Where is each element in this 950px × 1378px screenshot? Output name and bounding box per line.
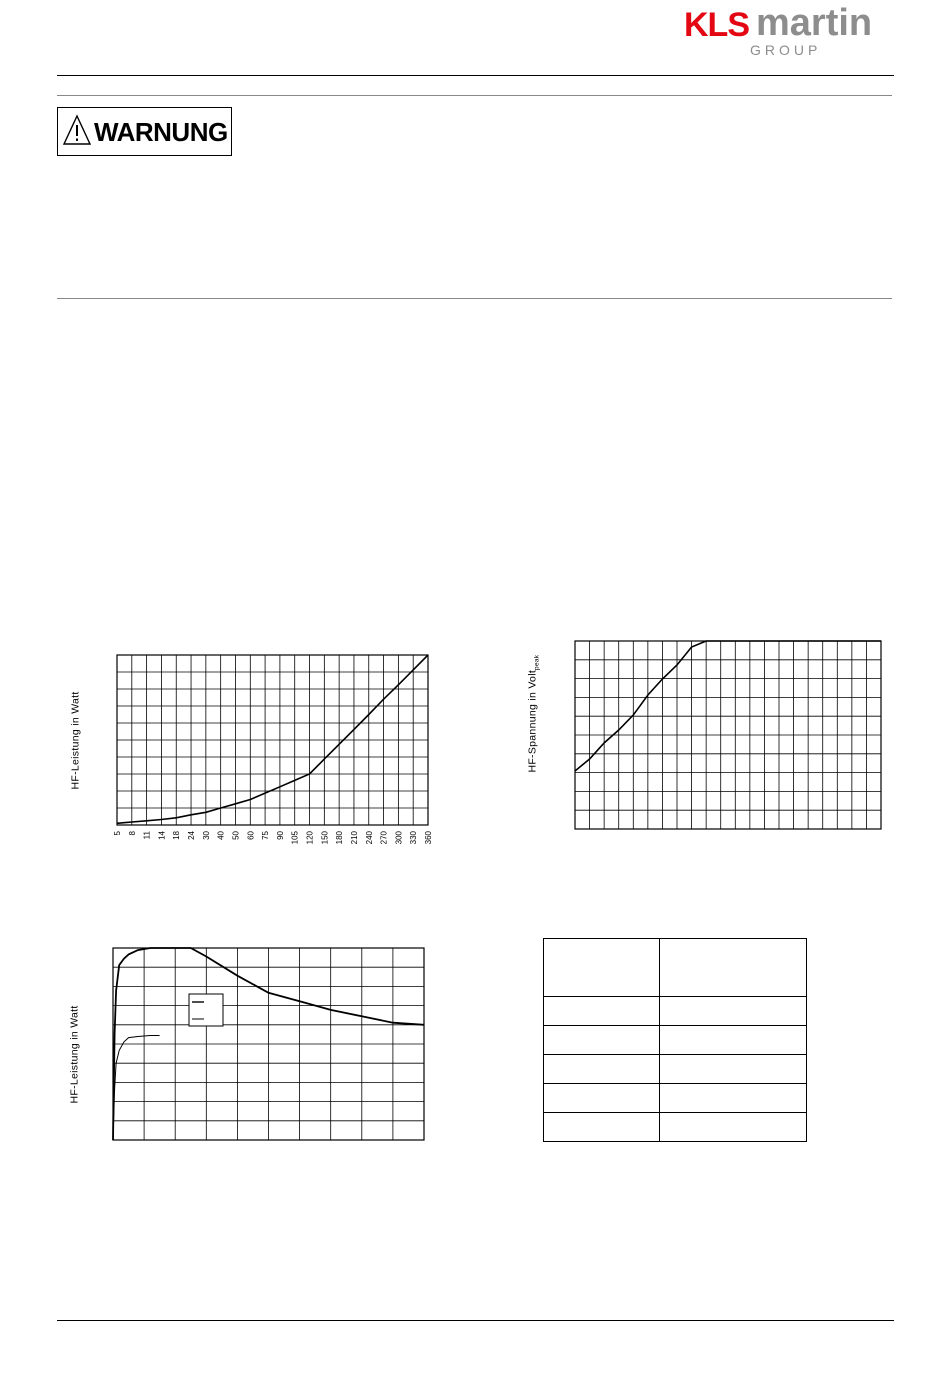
spec-table-row: [544, 1113, 807, 1142]
spec-table-header-row: [544, 939, 807, 997]
chart3-ylabel: HF-Leistung in Watt: [68, 1005, 81, 1104]
chart1-ylabel: HF-Leistung in Watt: [69, 691, 82, 790]
warning-label: WARNUNG: [94, 117, 228, 147]
spec-table-row: [544, 1084, 807, 1113]
chart3-legend-box: [189, 994, 223, 1026]
chart1-x-tick-label: 60: [246, 831, 256, 840]
spec-table-cell: [544, 939, 660, 997]
chart1-x-tick-label: 120: [305, 831, 315, 845]
chart2: [570, 636, 886, 834]
spec-table-cell: [660, 997, 807, 1026]
spec-table-cell: [660, 1113, 807, 1142]
spec-table-cell: [544, 1055, 660, 1084]
spec-table-row: [544, 1026, 807, 1055]
spec-table-cell: [660, 939, 807, 997]
spec-table-cell: [544, 1113, 660, 1142]
warning-box: [57, 107, 232, 156]
chart3-series-2-line: [113, 1036, 160, 1141]
chart1-x-tick-label: 75: [261, 831, 271, 840]
spec-table-row: [544, 997, 807, 1026]
chart1: [100, 645, 445, 860]
spec-table-cell: [660, 1026, 807, 1055]
chart1-x-tick-label: 8: [127, 831, 137, 836]
chart1-x-tick-label: 40: [216, 831, 226, 840]
chart1-x-tick-label: 270: [379, 831, 389, 845]
chart2-ylabel-sub: peak: [533, 654, 541, 670]
chart1-x-ticks: [113, 830, 433, 844]
chart2-series-line: [575, 641, 881, 771]
chart1-x-tick-label: 360: [424, 831, 433, 845]
logo-group-text: GROUP: [750, 42, 822, 58]
chart1-grid: [117, 655, 428, 825]
chart2-ylabel-main: HF-Spannung in Volt: [526, 669, 539, 773]
spec-table-cell: [660, 1084, 807, 1113]
header-rule: [57, 75, 894, 76]
chart3-legend: [189, 994, 223, 1026]
chart1-x-tick-label: 18: [172, 831, 182, 840]
spec-table-cell: [544, 1084, 660, 1113]
chart1-x-tick-label: 5: [113, 831, 122, 836]
spec-table: [543, 938, 807, 1142]
chart1-x-tick-label: 150: [320, 831, 330, 845]
chart1-x-tick-label: 24: [187, 831, 197, 840]
kls-martin-logo: [684, 2, 894, 60]
chart1-x-tick-label: 14: [157, 831, 167, 840]
section-rule-top: [57, 95, 892, 96]
chart1-series-line: [117, 655, 428, 823]
section-rule-bottom: [57, 298, 892, 299]
chart1-x-tick-label: 210: [349, 831, 359, 845]
footer-rule: [57, 1320, 894, 1321]
chart1-x-tick-label: 11: [142, 831, 152, 840]
logo-kls-text: KLS: [684, 6, 749, 44]
chart1-x-tick-label: 300: [394, 831, 404, 845]
chart3-grid: [113, 948, 424, 1140]
chart1-x-tick-label: 180: [335, 831, 345, 845]
spec-table-row: [544, 1055, 807, 1084]
spec-table-cell: [544, 1026, 660, 1055]
chart1-x-tick-label: 330: [409, 831, 419, 845]
chart1-x-tick-label: 105: [290, 831, 300, 845]
chart3: [108, 943, 430, 1148]
chart1-x-tick-label: 50: [231, 831, 241, 840]
spec-table-cell: [544, 997, 660, 1026]
chart1-x-tick-label: 240: [364, 831, 374, 845]
chart1-x-tick-label: 90: [275, 831, 285, 840]
spec-table-cell: [660, 1055, 807, 1084]
chart2-grid: [575, 641, 881, 829]
warning-triangle-icon: [62, 114, 92, 146]
chart1-x-tick-label: 30: [201, 831, 211, 840]
logo-martin-text: martin: [756, 2, 873, 44]
chart2-ylabel: [526, 654, 541, 773]
